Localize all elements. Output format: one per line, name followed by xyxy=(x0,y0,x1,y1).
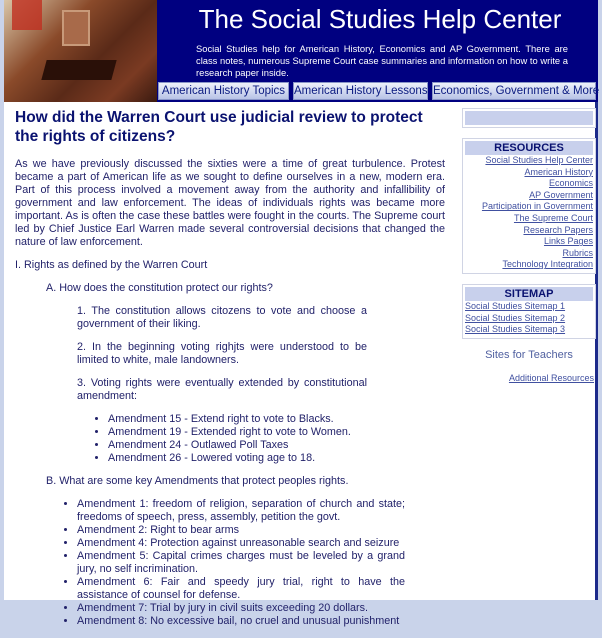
list-item: • Amendment 7: Trial by jury in civil suits exceeding 20 dollars. xyxy=(77,602,405,615)
header-painting-image xyxy=(4,0,157,102)
list-item: • Amendment 1: freedom of religion, separation of church and state; freedoms of speech, press, assembly, petition the govt. xyxy=(77,498,405,524)
section-heading: I. Rights as defined by the Warren Court xyxy=(15,259,208,271)
resource-link[interactable]: Economics xyxy=(548,178,593,189)
additional-resources-link[interactable]: Additional Resources xyxy=(508,372,594,383)
key-amendments-list xyxy=(77,498,405,628)
resources-heading: RESOURCES xyxy=(465,141,593,155)
voting-amendments-list xyxy=(108,413,398,465)
intro-paragraph: As we have previously discussed the sixties were a time of great turbulence. Protest became a part of American life as we sought to define ourselves in a new, modern era. Part of this process involved a movement away from the authority and infallibility of government and law enforcement. The ideas of individuals rights was became more important. As is often the case these battles were fought in the courts. The Supreme court led by Chief Justice Earl Warren made several controversial decisions that changed the nature of law enforcement. xyxy=(15,158,445,248)
point: 2. In the beginning voting righjts were understood to be limited to white, male landowners. xyxy=(77,341,367,366)
main-content xyxy=(15,108,445,638)
resources-box xyxy=(462,138,596,274)
site-title: The Social Studies Help Center xyxy=(198,4,562,34)
sitemap-link[interactable]: Social Studies Sitemap 3 xyxy=(465,324,566,335)
empty-box xyxy=(462,108,596,128)
resource-link[interactable]: Links Pages xyxy=(543,236,593,247)
resource-link[interactable]: Technology Integration xyxy=(502,259,593,270)
question-a: A. How does the constitution protect our rights? xyxy=(46,282,273,294)
list-item: • Amendment 19 - Extended right to vote to Women. xyxy=(108,426,398,439)
page xyxy=(4,0,600,627)
nav-economics-government[interactable]: Economics, Government & More xyxy=(432,82,596,100)
empty-bar xyxy=(465,111,593,125)
sites-for-teachers: Sites for Teachers xyxy=(485,348,573,361)
resource-link[interactable]: AP Government xyxy=(529,189,593,200)
sitemap-heading: SITEMAP xyxy=(465,287,593,301)
resource-link[interactable]: Participation in Government xyxy=(481,201,593,212)
nav-american-history-lessons[interactable]: American History Lessons xyxy=(293,82,428,100)
question-b: B. What are some key Amendments that protect peoples rights. xyxy=(46,475,349,487)
list-item: • Amendment 6: Fair and speedy jury trial, right to have the assistance of counsel for defense. xyxy=(77,576,405,602)
resource-link[interactable]: Research Papers xyxy=(523,224,593,235)
sitemap-box xyxy=(462,284,596,339)
resource-link[interactable]: Rubrics xyxy=(562,247,593,258)
resource-link[interactable]: Social Studies Help Center xyxy=(485,155,593,165)
sitemap-link[interactable]: Social Studies Sitemap 1 xyxy=(465,300,566,311)
list-item: • Amendment 5: Capital crimes charges must be leveled by a grand jury, no self incrimination. xyxy=(77,550,405,576)
sitemap-link[interactable]: Social Studies Sitemap 2 xyxy=(465,312,566,323)
list-item: • Amendment 4: Protection against unreasonable search and seizure xyxy=(77,537,405,550)
point: 1. The constitution allows citozens to vote and choose a government of their liking. xyxy=(77,305,367,330)
list-item: • Amendment 26 - Lowered voting age to 18. xyxy=(108,452,398,465)
list-item: • Amendment 15 - Extend right to vote to Blacks. xyxy=(108,413,398,426)
header xyxy=(4,0,598,102)
sidebar xyxy=(462,108,596,396)
list-item: • Amendment 8: No excessive bail, no cruel and unusual punishment xyxy=(77,615,405,628)
list-item: • Amendment 24 - Outlawed Poll Taxes xyxy=(108,439,398,452)
nav-american-history-topics[interactable]: American History Topics xyxy=(158,82,289,100)
list-item: • Amendment 2: Right to bear arms xyxy=(77,524,405,537)
additional-box xyxy=(462,371,596,387)
point: 3. Voting rights were eventually extended by constitutional amendment: xyxy=(77,377,367,402)
resource-link[interactable]: American History xyxy=(524,166,593,177)
resource-link[interactable]: The Supreme Court xyxy=(513,212,593,223)
page-title: How did the Warren Court use judicial review to protect the rights of citizens? xyxy=(15,109,423,145)
site-description: Social Studies help for American History, Economics and AP Government. There are class notes, numerous Supreme Court case summaries and information on how to write a research paper inside. xyxy=(196,43,568,78)
